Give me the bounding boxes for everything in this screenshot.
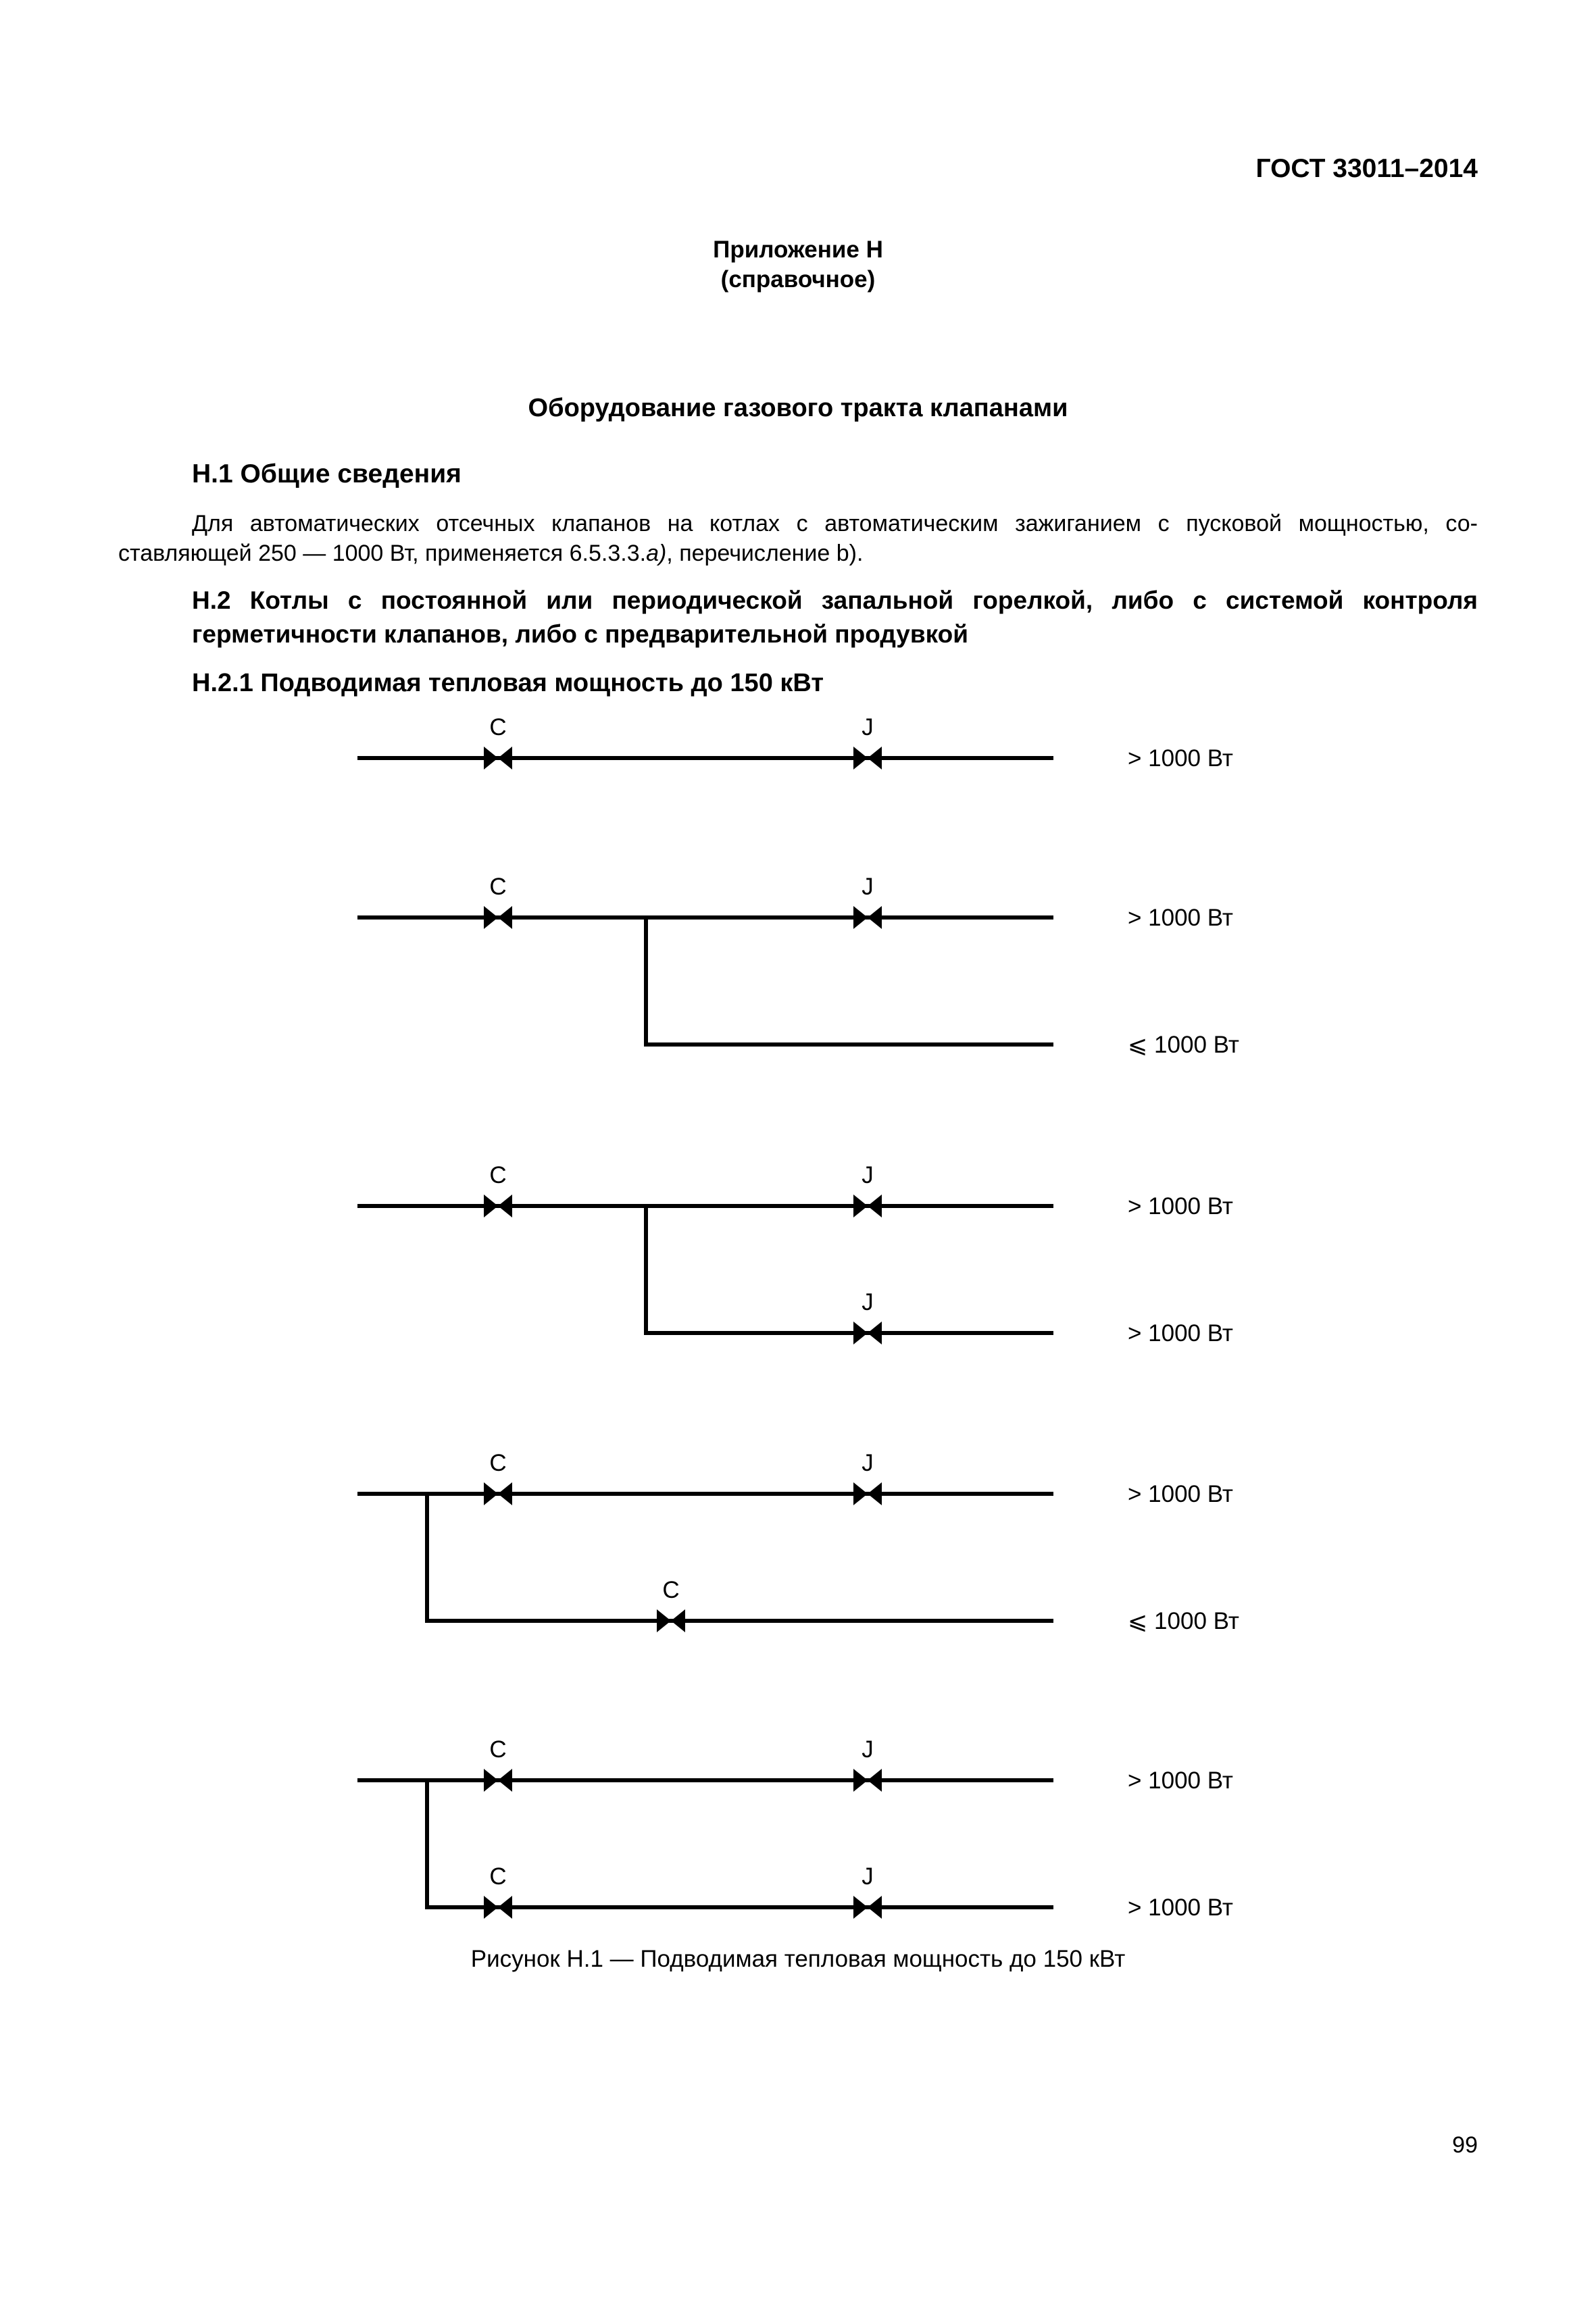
scheme-5 [357,1736,1233,1921]
appendix-kind: (справочное) [720,266,876,293]
power-label: > 1000 Вт [1128,1894,1233,1921]
power-label: > 1000 Вт [1128,1481,1233,1507]
gas-branch-line [427,1494,1053,1621]
valve-label: C [662,1577,680,1603]
valve-icon [657,1609,685,1632]
gas-branch-line [427,1780,1053,1907]
valve-label: C [489,874,507,900]
valve-icon [853,747,882,770]
section-title: Оборудование газового тракта клапанами [528,394,1068,422]
power-label: ⩽ 1000 Вт [1128,1032,1239,1058]
power-label: > 1000 Вт [1128,1193,1233,1219]
valve-label: J [862,874,874,900]
gas-branch-line [646,917,1053,1045]
scheme-1 [357,714,1233,772]
valve-label: J [862,714,874,740]
valve-icon [853,1482,882,1505]
valve-label: C [489,1863,507,1890]
valve-label: C [489,1736,507,1763]
paragraph-italic-text: а) [646,540,667,566]
valve-icon [853,1896,882,1919]
valve-label: J [862,1289,874,1315]
power-label: ⩽ 1000 Вт [1128,1608,1239,1634]
power-label: > 1000 Вт [1128,1320,1233,1347]
valve-icon [853,1769,882,1792]
subsection-heading-h2-line-2: герметичности клапанов, либо с предварительной продувкой [192,620,968,648]
scheme-2 [357,874,1239,1058]
power-label: > 1000 Вт [1128,1767,1233,1794]
valve-icon [853,1322,882,1344]
valve-label: J [862,1450,874,1476]
scheme-3 [357,1162,1233,1347]
paragraph-text: ставляющей 250 — 1000 Вт, применяется 6.5.3.3. [118,540,647,566]
appendix-title: Приложение Н [713,236,883,263]
valve-label: C [489,1450,507,1476]
valve-label: J [862,1736,874,1763]
valve-label: C [489,1162,507,1188]
valve-label: J [862,1863,874,1890]
valve-icon [484,1896,512,1919]
valve-icon [484,1769,512,1792]
power-label: > 1000 Вт [1128,905,1233,931]
figure-caption: Рисунок Н.1 — Подводимая тепловая мощность до 150 кВт [470,1946,1126,1972]
valve-icon [484,1482,512,1505]
document-standard-number: ГОСТ 33011–2014 [1255,154,1478,183]
valve-icon [484,906,512,929]
subsection-heading-h2-1: Н.2.1 Подводимая тепловая мощность до 150 кВт [192,669,824,697]
valve-icon [853,1194,882,1217]
valve-label: J [862,1162,874,1188]
valve-icon [484,747,512,770]
page-number: 99 [1452,2132,1478,2158]
valve-label: C [489,714,507,740]
subsection-heading-h1: Н.1 Общие сведения [192,459,462,488]
paragraph-line-1: Для автоматических отсечных клапанов на котлах с автоматическим зажиганием с пусковой мощностью, со- [192,511,1478,536]
valve-icon [484,1194,512,1217]
valve-icon [853,906,882,929]
gas-branch-line [646,1206,1053,1333]
power-label: > 1000 Вт [1128,745,1233,772]
subsection-heading-h2-line-1: Н.2 Котлы с постоянной или периодической запальной горелкой, либо с системой контроля [192,586,1478,614]
scheme-4 [357,1450,1239,1634]
paragraph-text-end: , перечисление b). [666,540,864,566]
